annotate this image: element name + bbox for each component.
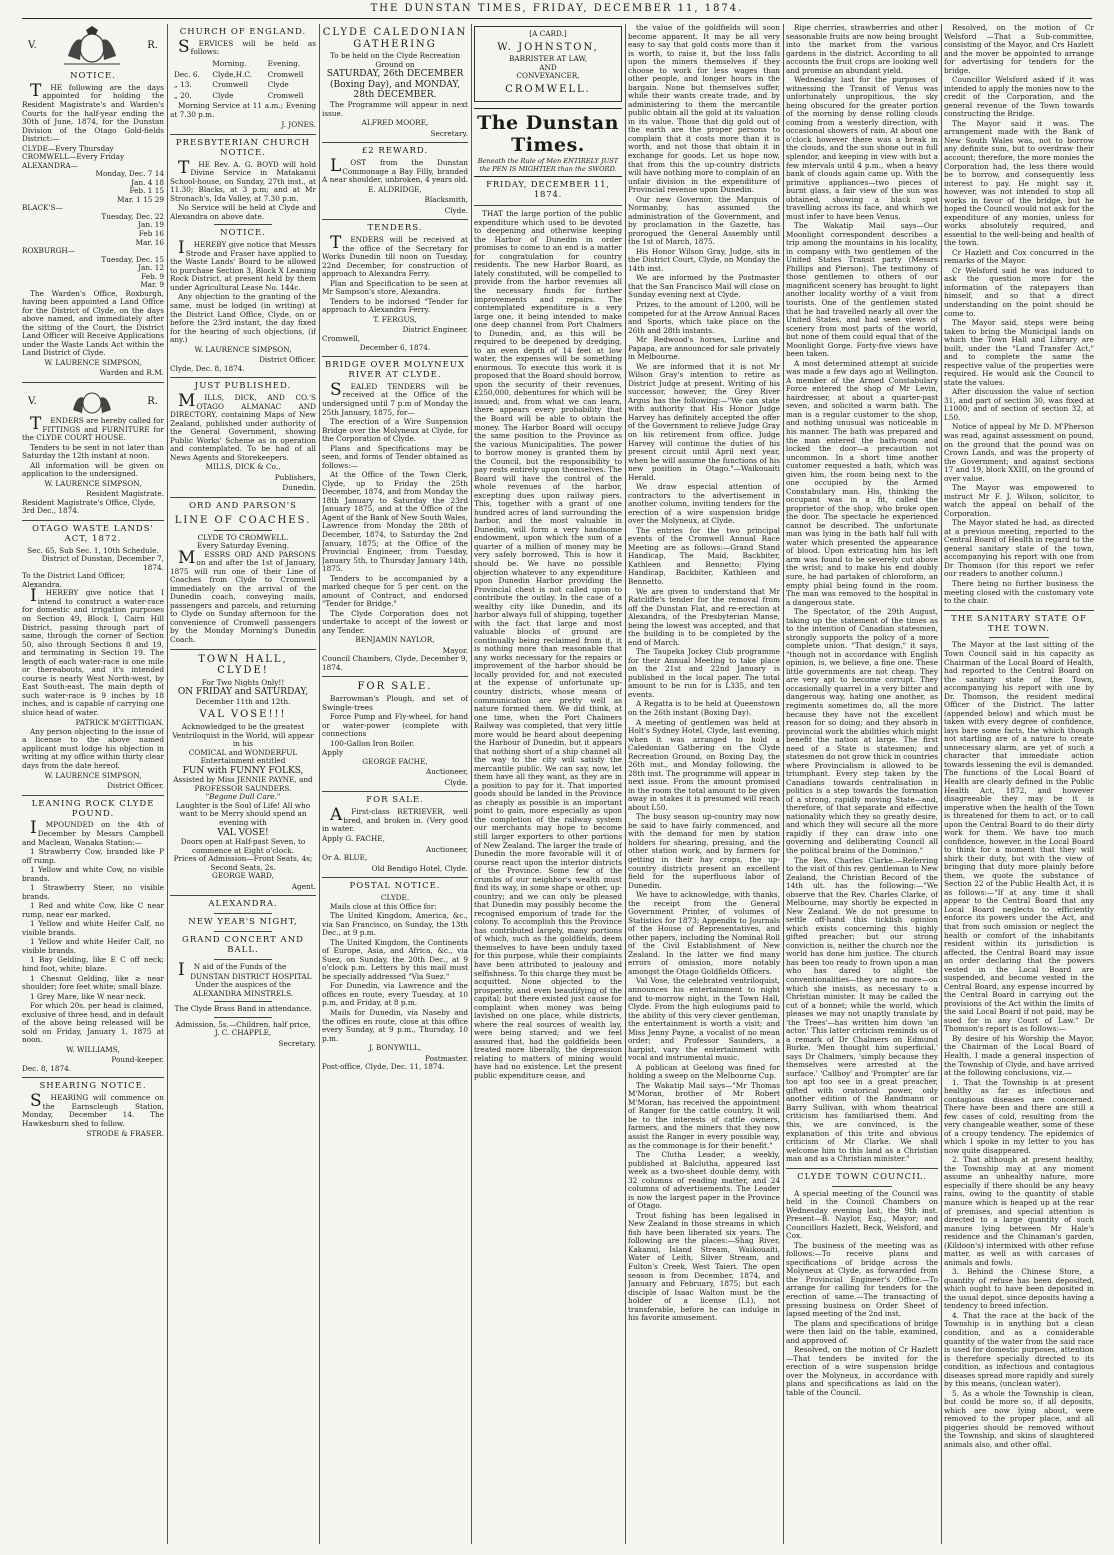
- column-header: Evening.: [267, 59, 301, 68]
- council-paragraph: The Mayor said it was. The arrangement made with the Bank of New South Wales was, not to borrow any definite sum, but to overdraw their account; therefore, the more monies the Corporation had, the less there would be to borrow, and consequently less interest to pay. He might say it, however, was not intended to stop all works in favor of the bridge, but he hoped the Council would not ask for the expenditure of any monies, unless for works absolutely required, and essential to the well-being and health of the town.: [944, 118, 1094, 248]
- newspaper-title: The Dunstan Times.: [477, 111, 619, 156]
- bridge-body: SEALED TENDERS will be received at the Office of the undersigned until 7 p.m of Monday the 25th January, 1875, for—: [322, 379, 468, 417]
- news-paragraph: Ripe cherries, strawberries and other seasonable fruits are now being brought into the market from the various gardens in the district. According to all accounts the fruit crops are looking well and promise an abundant yield.: [786, 24, 938, 75]
- pound-item: 1 Grey Mare, like W near neck.: [30, 991, 146, 1001]
- town-body: COMICAL and WONDERFUL Entertainment entitled: [188, 747, 298, 766]
- royal-arms-icon: [60, 26, 124, 66]
- coach-sub: Every Saturday Evening.: [196, 541, 290, 551]
- waste-sub: Sec. 65, Sub Sec. 1, 10th Schedule.: [27, 545, 159, 555]
- news-paragraph: A publican at Geelong was fined for holding a sweep on the Melbourne Cup.: [628, 1062, 780, 1081]
- alexandra-body: The Clyde Brass Band in attendance.: [174, 1004, 312, 1014]
- published-body: MILLS, DICK, AND CO.'S OTAGO ALMANAC AND DIRECTORY, containing Maps of New Zealand, published under authority of the General Government, showing Public Works' Scheme as in operation and contemplated. To be had of all News Agents and Storekeepers.: [170, 391, 316, 462]
- card-line: CONVEYANCER,: [516, 71, 580, 81]
- table-cell: Clyde,H.C.: [212, 69, 253, 79]
- table-cell: Cromwell: [212, 80, 249, 90]
- divider: [214, 1001, 272, 1002]
- sale-body: AFirst-class RETRIEVER, well bred, and broken in. (Very good in water.: [322, 805, 468, 834]
- divider: [22, 795, 164, 796]
- reward-body: LOST from the Dunstan Commonage a Bay Filly, branded A near shoulder, unbroken, 4 years old.: [322, 156, 468, 185]
- church-note: Morning Service at 11 a.m.; Evening at 7.30 p.m.: [170, 101, 316, 119]
- divider: [214, 931, 272, 932]
- presbyterian-body: THE Rev. A. G. BOYD will hold Divine Service in Matakanui School-house, on Sunday, 27th inst., at 11.30; Blacks, at 3 p.m; and at Mr Stronach's, Ida Valley, at 7.30 p.m.: [170, 157, 316, 203]
- card-line: CROMWELL.: [505, 83, 591, 95]
- news-paragraph: We have to acknowledge, with thanks, the receipt from the General Government Printer, of volumes of Statistics for 1873; Appendix to Journals of the House of Representatives, and other papers, including the Nominal Roll of the Civil Establishment of New Zealand. In the latter we find many errors of omission, more notably amongst the Otago Goldfields Officers.: [628, 890, 780, 976]
- signature-title: Auctioneer,: [425, 844, 468, 854]
- news-paragraph: Val Vose, the celebrated ventriloquist, announces his entertainment to night and to-morrow night, in the Town Hall, Clyde. From the high eulogiums paid to the ability of this very clever gentleman, the entertainment is worth a visit; and Miss Jenny Payne, a vocalist of no mean order; and Professor Saunders, a harpist, vary the entertainment with vocal and instrumental music.: [628, 976, 780, 1063]
- divider: [170, 649, 316, 650]
- signature-title: District Officer.: [107, 781, 164, 791]
- masthead-rule: [22, 18, 1092, 19]
- signature-title: Blacksmith,: [424, 195, 468, 205]
- signature-title: Postmaster.: [425, 1053, 468, 1063]
- column-rule: [783, 24, 784, 1544]
- signature-place: Old Bendigo Hotel, Clyde.: [371, 863, 468, 873]
- alexandra-body: DUNSTAN DISTRICT HOSPITAL: [190, 971, 312, 981]
- alexandra-body: Under the auspices of the: [195, 980, 291, 990]
- divider: [322, 791, 468, 792]
- signature: J. JONES.: [281, 120, 316, 130]
- town-doors: Doors open at Half-past Seven, to commence at Eight o'clock.: [180, 837, 306, 855]
- signature-title: Auctioneer,: [425, 767, 468, 777]
- court-date: Feb. 1 15: [129, 186, 164, 196]
- table-cell: Clyde: [267, 80, 289, 90]
- notice-body: IHEREBY give notice that Messrs Strode and Fraser have applied to the Waste Lands' Board to be allowed to purchase Section 3, Block X Leaning Rock District, at present held by them under Agricultural Lease No. 144c.: [170, 238, 316, 292]
- court-date: Mar. 16: [135, 237, 164, 247]
- postal-body: For Dunedin, via Lawrence and the offices en route, every Tuesday, at 10 p.m, and Friday, at 8 p.m.: [322, 981, 468, 1008]
- pound-item: 1 Chesnut Gelding, like ≥ near shoulder; fore feet white; small blaze.: [22, 973, 164, 992]
- sale-heading: FOR SALE.: [366, 795, 424, 806]
- signature: MILLS, DICK & Co.,: [205, 462, 281, 472]
- signature: PATRICK M'GETTIGAN.: [75, 718, 164, 728]
- signature-title: Secretary.: [278, 1038, 316, 1048]
- sale-heading: FOR SALE.: [357, 681, 433, 693]
- place-date: December 6, 1874.: [359, 342, 431, 352]
- divider: [22, 1077, 164, 1078]
- signature: BENJAMIN NAYLOR,: [355, 635, 435, 645]
- table-row: [172, 81, 314, 90]
- sanitary-heading: THE SANITARY STATE OF THE TOWN.: [951, 613, 1087, 634]
- royal-arms-icon: [67, 388, 117, 416]
- running-head: [0, 0, 1114, 18]
- tenders-body: Plan and Specification to be seen at Mr Sampson's store, Alexandra.: [322, 278, 468, 297]
- news-paragraph: A Regatta is to be held at Queenstown on the 26th instant (Boxing Day).: [628, 699, 780, 717]
- divider: [322, 142, 468, 143]
- column-7: [944, 24, 1094, 1544]
- alexandra-court: ALEXANDRA—: [22, 160, 78, 170]
- place-date: Clyde, Dec. 8, 1874.: [170, 363, 245, 373]
- tenders-body: TENDERS are hereby called for FITTINGS and FURNITURE for the CLYDE COURT HOUSE.: [22, 414, 164, 443]
- royal-arms: [22, 387, 164, 417]
- postal-heading: POSTAL NOTICE.: [349, 881, 441, 892]
- column-6: [786, 24, 938, 1544]
- waste-heading: OTAGO WASTE LANDS' ACT, 1872.: [32, 523, 154, 544]
- council-paragraph: The Mayor said, steps were being taken to bring the Municipal lands on which the Town Hall and Library are built, under the "Land Transfer Act," and to complete the same the respective value of the properties were required. He would ask the Council to state the values.: [944, 318, 1094, 387]
- signature: GEORGE FACHE,: [362, 756, 428, 766]
- news-paragraph: The Wakatip Mail says—"Mr Thomas M'Moran, brother of Mr Robert M'Moran, has received the appointment of Ranger for the cattle country. It will be to the interests of cattle owners, farmers, and the miners that they now assist the Ranger in every possible way, as the commonage is for their benefit.": [628, 1080, 780, 1150]
- signature-place: Clyde.: [444, 205, 468, 215]
- sanitary-paragraph: 2. That although at present healthy, the Township may at any moment assume an unhealthy nature, more especially if there should be any heavy rains, owing to the quantity of stable manure which is heaped up at the rear of premises, and special attention is directed to a large quantity of such manure lying between Mr Hale's residence and the Chinaman's garden, (Kildoon's) intermixed with other refuse matter, as well as with carcases of animals and fowls.: [944, 1155, 1094, 1267]
- shearing-heading: SHEARING NOTICE.: [39, 1081, 147, 1092]
- sanitary-paragraph: 5. As a whole the Township is clean, but could be more so, if all deposits, which are now lying about, were removed to the proper place, and all piggeries should be removed without the Township, and skins of slaughtered animals also, and other offal.: [944, 1388, 1094, 1449]
- news-paragraph: The busy season up-country may now be said to have fairly commenced, and with the demand for men by station holders for shearing, pressing, and the other station work, and by farmers for getting in their hay crops, the up-country districts present an excellent field for the superfluous labor of Dunedin.: [628, 812, 780, 890]
- council-paragraph: Resolved, on the motion of Cr Welsford —That a Sub-committee, consisting of the Mayor, and Crs Hazlett and the mover be appointed to arrange for advertising for tenders for the bridge.: [944, 24, 1094, 75]
- alexandra-sub: GRAND CONCERT AND BALL.: [182, 935, 304, 956]
- coach-heading: ORD AND PARSON'S: [189, 501, 297, 511]
- column-3: [322, 24, 468, 1544]
- notice-heading: NOTICE.: [220, 228, 266, 239]
- bridge-body: The Clyde Corporation does not undertake to accept of the lowest or any Tender.: [322, 608, 468, 635]
- postal-sub: CLYDE.: [380, 893, 410, 903]
- sale-item: Barrowman's Plough, and set of Swingle-trees: [322, 694, 468, 712]
- divider: [322, 877, 468, 878]
- court-date: Jan. 12: [138, 263, 164, 273]
- divider: [322, 676, 468, 677]
- arms-left-letter: V.: [28, 396, 37, 408]
- signature-title: Resident Magistrate.: [86, 489, 164, 499]
- divider: [214, 959, 272, 960]
- divider: [170, 497, 316, 498]
- news-paragraph: A meeting of gentlemen was held at Holt's Sydney Hotel, Clyde, last evening, when it was arranged to hold a Caledonian Gathering on the Clyde Recreation Ground, on Boxing Day, the 26th inst., and Monday following, the 28th inst. The programme will appear in next issue. From the amount promised in the room the total amount to be given away in stakes it is presumed will reach about L50.: [628, 717, 780, 812]
- card-line: AND: [539, 62, 557, 72]
- waste-to: To the District Land Officer, Alexandra.: [22, 571, 126, 589]
- town-sub: ON FRIDAY and SATURDAY,: [177, 687, 309, 698]
- pound-item: 1 Strawberry Steer, no visible brands.: [22, 883, 164, 901]
- council-paragraph: Councillor Welsford asked if it was intended to apply the monies now to the credit of the Corporation, and the general revenue of the Town towards constructing the Bridge.: [944, 75, 1094, 119]
- column-header: Morning.: [212, 59, 247, 68]
- council-paragraph: The business of the meeting was as follows:—To receive plans and specifications of bridge across the Molyneux at Clyde, as forwarded from the Provincial Engineer's Office.—To arrange for calling for tenders for the erection of same.—The transacting of pressing business on Order Sheet of lapsed meeting of the 2nd inst.: [786, 1240, 938, 1319]
- place-date: Dec. 8, 1874.: [22, 1063, 72, 1073]
- table-cell: „ 13.: [174, 80, 192, 90]
- court-date: Mar. 1 15 29: [117, 194, 164, 204]
- divider: [832, 1186, 893, 1187]
- pound-item: 1 Strawberry Cow, branded like P off rump.: [22, 847, 164, 865]
- card-name: W. JOHNSTON,: [497, 41, 599, 53]
- warden-body: The Warden's Office, Roxburgh, having been appointed a Land Office for the District of Clyde, on the days above named, and immediately after the sitting of the Court, the District Land Officer will Receive Applications under the Waste Lands Act within the Land District of Clyde.: [22, 288, 164, 358]
- council-paragraph: The plans and specifications of bridge were then laid on the table, examined, and approved of.: [786, 1318, 938, 1345]
- caledonian-dates: SATURDAY, 26th DECEMBER (Boxing Day), and MONDAY, 28th DECEMBER.: [326, 69, 464, 101]
- caledonian-heading: CLYDE CALEDONIAN GATHERING: [322, 27, 468, 50]
- table-cell: „ 20.: [174, 90, 192, 100]
- council-paragraph: Cr Welsford said he was induced to ask the question more for the information of the ratepayers than himself, and so that a direct understanding on the point should be come to.: [944, 265, 1094, 318]
- caledonian-body: The Programme will appear in next issue.: [322, 99, 468, 118]
- town-body: Acknowledged to be the greatest Ventriloquist in the World, will appear in his: [172, 722, 314, 749]
- signature-place: Clyde.: [444, 777, 468, 787]
- court-date: Feb 16: [138, 228, 164, 238]
- table-row: [172, 71, 314, 80]
- news-paragraph: The Clutha Leader, a weekly, published at Balclutha, appeared last week as a two-sheet double demy, with 32 columns of reading matter, and 24 columns of advertisements. The Leader is now the largest paper in the Province of Otago.: [628, 1150, 780, 1211]
- court-date: Feb. 9: [141, 271, 164, 281]
- council-heading: CLYDE TOWN COUNCIL.: [797, 1171, 927, 1182]
- signature: J. C. CHAPPLE,: [214, 1028, 272, 1038]
- news-paragraph: Our new Governor, the Marquis of Normanby, has assumed the administration of the Government, and by proclamation in the Gazette, has prorogued the General Assembly until the 1st of March, 1875.: [628, 194, 780, 247]
- tenders-heading: TENDERS.: [367, 223, 423, 234]
- signature-title: Secretary.: [430, 128, 468, 138]
- alexandra-sub: NEW YEAR'S NIGHT,: [188, 917, 298, 928]
- postal-body: Mails close at this Office for:: [330, 901, 437, 911]
- divider: [322, 219, 468, 220]
- reward-heading: £2 REWARD.: [361, 146, 429, 157]
- cromwell-court: CROMWELL—Every Friday: [22, 152, 125, 162]
- column-2: [170, 24, 316, 1544]
- signature: STRODE & FRASER.: [86, 1129, 164, 1139]
- news-paragraph: The Rev. Charles Clarke.—Referring to the visit of this rev. gentleman to New Zealand, the Christian Record of the 14th ult. has the following:—"We observe that the Rev. Charles Clarke, of Melbourne, may shortly be expected in New Zealand. We do not presume to settle off-hand this ticklish opinion which exists concerning this highly gifted preacher; but our strong conviction is, neither the church nor the world has done him justice. The church has been too ready to frown upon a man who has dared to slight the conventionalities—they are no more—on which she insists, as necessary to a Christian minister. It may be called the cut of a bonnet; while the world, which pleases we may not unaptly translate by 'the Trees'—has written him down 'an actor.' This latter criticism reminds us of a remark of Dr Chalmers on Edmund Burke. 'Men thought him superficial,' says Dr Chalmers, 'simply because they themselves were arrested at the surface.' 'Callboy' and 'Prompter' are far too apt too see in a great preacher, gifted with oratorical power, only another edition of the Bandmann or Barry Sullivan, with whom theatrical criticism has familiarised them. And this, we are convinced, is the explanation of this trite and obvious criticism of Mr Clarke. We shall welcome him to this land as a Christian man and as a Christian minister.": [786, 855, 938, 1164]
- place-date: Council Chambers, Clyde, December 9, 1874.: [322, 654, 468, 672]
- column-rule: [167, 24, 168, 1544]
- card-line: BARRISTER AT LAW,: [509, 54, 587, 64]
- bridge-body: Tenders to be accompanied by a marked cheque for 5 per cent. on the amount of Contract, and endorsed "Tender for Bridge.": [322, 573, 468, 609]
- news-paragraph: We draw especial attention of contractors to the advertisement in another column, inviting tenders for the erection of a wire suspension bridge over the Molyneux, at Clyde.: [628, 482, 780, 526]
- notice-heading: NOTICE.: [70, 71, 116, 81]
- news-paragraph: We are informed that it is not Mr Wilson Gray's intention to retire as District Judge at present. Writing of his successor, however, the Grey River Argus has the following:—"We can state with authority that His Honor Judge Harvey has definitely accepted the offer of the Government to relieve Judge Gray on his retirement from office. Judge Harvey will continue the duties of his present circuit until April next year, when he will assume the functions of his new position in Otago."—Waikouaiti Herald.: [628, 361, 780, 482]
- roxburgh-court: ROXBURGH—: [22, 246, 76, 256]
- council-paragraph: Resolved, on the motion of Cr Hazlett—That tenders be invited for the erection of a wire suspension bridge over the Molyneux, in accordance with plans and specifications as laid on the table of the Council.: [786, 1345, 938, 1397]
- church-body: SERVICES will be held as follows:: [178, 36, 316, 57]
- business-card: [474, 26, 622, 102]
- signature: W. WILLIAMS,: [66, 1044, 120, 1054]
- news-paragraph: The Spectator, of the 29th August, taking up the statement of the times as to the intention of Canadian statesmen, strongly supports the policy of a more complete union. "That design," it says, "though not in accordance with English opinion, is, we believe, a fine one. These little governments are not cheap. They are very apt to become corrupt. They occasionally quarrel in a very bitter and dangerous way, hating one another, as regiments sometimes do, all the more because they have not the excellent reason for so doing; and they absorb in provincial work the abilities which might benefit the nation at large. The first need of a State is statesmen; and statesmen do not grow thick in countries where Provincialism is allowed to be triumphant. Every step taken by the Canadians towards centralisation in politics is a step towards the formation of a strong, rapidly moving State—and, therefore, of that separate and effective nationality which they so greatly desire, and which they will secure all the more rapidly if they can draw into one governing and deliberating Council all the political brains of the Dominion.": [786, 607, 938, 855]
- town-sub: December 11th and 12th.: [195, 696, 291, 706]
- table-cell: Clyde: [212, 90, 234, 100]
- table-cell: Cromwell: [267, 69, 304, 79]
- arms-right-letter: R.: [147, 40, 158, 52]
- council-paragraph: The Mayor stated he had, as directed at a previous meeting, reported to the Central Board of Health in regard to the general sanitary state of the town, accompanying his report with one from Dr Thomson (for this report we refer our readers to another column.): [944, 518, 1094, 579]
- news-paragraph: Trout fishing has been legalised in New Zealand in those streams in which fish have been liberated six years. The following are the places:—Shag River, Kakanui, Island Stream, Waikouaiti, Water of Leith, Silver Stream, and Fulton's Creek, West Taieri. The open season is from December, 1874, and January and February, 1875; but each disciple of Isaac Walton must be the holder of a license (L1), not transferable, before he can indulge in his favorite amusement.: [628, 1210, 780, 1323]
- leading-article: THAT the large portion of the public expenditure which used to be devoted to deepening and otherwise keeping the Harbor of Dunedin in order promises to come to an end is a matter for congratulation for country residents. The new Harbor Board, as lately constituted, will be compelled to provide from the harbor revenues all the necessary funds for further improvements and repairs. The contemplated expenditure is a very large one, it being intended to make one deep channel from Port Chalmers to Dunedin, and, as this will be required to be deepened by dredging, to an even depth of 14 feet at low water, the expenses will be something enormous. To execute this work it is proposed that the Board should borrow, upon the security of their revenues, £250,000, debentures for which will be issued; and, from what we can learn, there appears every probability that the Board will be able to obtain the money. The Harbor Board will occupy the same position to the Province as the various Municipalities. The power to borrow money is granted them by the Council, but the responsibility to pay rests entirely upon themselves. The Board will have the control of the whole revenues of the harbor, excepting dues upon railway piers. This, together with a grant of one hundred acres of land surrounding the harbor, and the most valuable in Dunedin, will form a very handsome endowment, upon which the sum of a quarter of a million of money may be very safely borrowed. This is how it should be. We have no possible objection whatever to any expenditure upon Dunedin Harbor providing the Provincial chest is not called upon to contribute the outlay. In the case of a wealthy city like Dunedin, and its harbor always full of shipping, together with the fact that large and most valuable blocks of ground are continually being reclaimed from it, it is nothing more than reasonable that any works necessary for the repairs or improvement of the harbor should be locally provided for, and not executed at the expense of unfortunate up-country districts, whose means of communication are pretty well as nature formed them. We did think, at one time, when the Port Chalmers Railway was completed, that very little more would be heard about deepening the Harbour of Dunedin, but it appears that nothing short of a ship channel all the way to the city will satisfy the mercantile public. We can say, now, let them have all they want, as they are in a position to pay for it. That imported goods should be landed in the Province as cheaply as possible is an important point to gain, more especially as upon the completion of the railway system our merchants may hope to become still larger exporters to other portions of New Zealand. The larger the trade of Dunedin the more favorable will it of course react upon the interior districts of the Province. Some few of the crumbs of our neighbor's wealth must find its way, in some shape or other, up-country; and we can only be pleased that Dunedin may possibly become the recognised emporium of trade for the colony. To accomplish this the Province has contributed largely, many portions of which, such as the goldfields, deem themselves to have been unduly taxed for this purpose, while their complaints have been attributed to jealousy and selfishness. To this charge they must be acquitted. None objected to the prosperity, and even beautifying of the capital; but there existed just cause for complaint when money was being lavished on one place, while districts, where the real sources of wealth lay, were being starved; and we feel assured that, had the goldfields been treated more liberally, the depression relating to matters of mining would have had no existence. Let the present public expenditure cease, and: [474, 209, 622, 1080]
- town-prices: Prices of Admission—Front Seats, 4s; Second Seats, 2s.: [173, 854, 313, 872]
- column-1: [22, 24, 164, 1544]
- column-rule: [941, 24, 942, 1544]
- church-heading: CHURCH OF ENGLAND.: [179, 27, 307, 37]
- caledonian-body: To be held on the Clyde Recreation Ground on: [329, 51, 461, 69]
- arms-right-letter: R.: [147, 396, 158, 408]
- column-rule: [471, 24, 472, 1544]
- royal-arms: [22, 24, 164, 68]
- signature: ALFRED MOORE,: [361, 118, 429, 128]
- divider: [214, 913, 272, 914]
- waste-body: Any person objecting to the issue of a license to the above named applicant must lodge his objection in writing at my office within thirty clear days from the date hereof.: [22, 726, 164, 770]
- bridge-heading: BRIDGE OVER MOLYNEUX RIVER AT CLYDE.: [324, 360, 466, 381]
- tenders-body: Tenders to be indorsed "Tender for approach to Alexandra Ferry.: [322, 296, 468, 315]
- coach-body: MESSRS ORD AND PARSONS on and after the 1st of January, 1875 will run one of their Line of Coaches from Clyde to Cromwell immediately on the arrival of the Dunedin coach, conveying mails, passengers and parcels, and returning to Clyde on Sunday afternoon for the convenience of Cromwell passengers by the Monday Morning's Dunedin Coach.: [170, 547, 316, 644]
- pound-item: 1 Yellow and white Heifer Calf, no visible brands.: [22, 919, 164, 937]
- pound-heading: LEANING ROCK CLYDE POUND.: [31, 798, 155, 819]
- divider: [22, 382, 164, 383]
- divider: [22, 520, 164, 521]
- news-paragraph: The entries for the two principal events of the Cromwell Annual Race Meeting are as follows:—Grand Stand Handicap, The Maid, Backbiter, Kathleen and Bennetto; Flying Handicap, Backbiter, Kathleen and Bennetto.: [628, 525, 780, 586]
- waste-district: District of Dunstan, December 7, 1874.: [41, 554, 164, 572]
- signature: W. LAURENCE SIMPSON,: [44, 770, 142, 780]
- signature: J. BONYWILL,: [368, 1043, 422, 1053]
- shearing-body: SHEARING will commence on the Earnscleugh Station, Monday, December 14. The Hawkesburn shed to follow.: [22, 1091, 164, 1128]
- column-5: [628, 24, 780, 1544]
- performer-name: VAL VOSE!!!: [199, 709, 287, 721]
- divider: [214, 224, 272, 225]
- town-quote: "Begone Dull Care.": [205, 792, 281, 802]
- newspaper-motto: Beneath the Rule of Men ENTIRELY JUST the PEN IS MIGHTIER than the SWORD.: [477, 156, 619, 173]
- council-paragraph: After discussion the value of section 31, and part of section 30, was fixed at L1000; and of section of section 32, at L50.: [944, 387, 1094, 422]
- court-date: Jan. 19: [138, 220, 164, 230]
- coach-heading: LINE OF COACHES.: [174, 514, 312, 526]
- alexandra-heading: ALEXANDRA.: [208, 899, 278, 910]
- notice-body: THE following are the days appointed for holding the Resident Magistrate's and Warden's Courts for the half-year ending the 30th of June, 1874, for the Dunstan Division of the Otago Gold-fields District:—: [22, 80, 164, 144]
- tenders-body: All information will be given on application to the undersigned.: [22, 460, 164, 479]
- postal-body: The United Kingdom, America, &c., via San Francisco, on Sunday, the 13th Dec., at 9 p.m.: [322, 911, 468, 938]
- signature-place: Dunedin.: [282, 483, 316, 493]
- running-head-text: THE DUNSTAN TIMES, FRIDAY, DECEMBER 11, 1874.: [370, 3, 744, 14]
- news-paragraph: We are informed by the Postmaster that the San Francisco Mail will close on Sunday evening next at Clyde.: [628, 273, 780, 300]
- town-body: Laughter is the Soul of Life! All who want to be Merry should spend an evening with: [175, 800, 311, 827]
- signature: W. LAURENCE SIMPSON,: [194, 344, 292, 354]
- news-paragraph: Wednesday last for the purposes of witnessing the Transit of Venus was unfortunately unpropitious, the sky being obscured for the greater portion of the morning by dense rolling clouds coming from a westerly direction, with occasional showers of rain. At about one o'clock however there was a break in the clouds, and the sun shone out in full splendor, and keeping in view with but a few intervals until 4 p.m., when a heavy bank of clouds again came up. With the primitive appliances—two pieces of burnt glass, a fair view of the sun was obtained, showing a black spot travelling across its face, and which we must infer to have been Venus.: [786, 75, 938, 221]
- court-date: Tuesday, Dec. 15: [101, 254, 164, 264]
- bridge-body: At the Office of the Town Clerk, Clyde, up to Friday the 25th December, 1874, and from Monday the 18th January to Saturday the 23rd January 1875, and at the Office of the Agent of the Bank of New South Wales, Lawrence from Monday the 28th of December, 1874, to Saturday the 2nd January, 1875; at the Office of the Provincial Engineer, from Tuesday, January 5th, to Thursday January 14th, 1875.: [322, 470, 468, 574]
- sale-apply: Apply G. FACHE,: [322, 834, 385, 844]
- divider: [786, 1168, 938, 1169]
- alexandra-body: ALEXANDRA MINSTRELS.: [192, 988, 294, 998]
- waste-body: IHEREBY give notice that I intend to construct a water-race for domestic and irrigation purposes on Section 49, Block I, Cairn Hill District, passing through part of same, through the corner of Section 50, also through Sections 8 and 19, and terminating in Section 19. The length of each water-race is one mile or thereabouts, and it's intended course is nearly West North-west, by East South-east. The main depth of such water-race is 9 inches by 18 inches, and is capable of carrying one sluice head of water.: [22, 586, 164, 717]
- signature: W. LAURENCE SIMPSON,: [44, 357, 142, 367]
- signature-title: Pound-keeper.: [111, 1055, 164, 1065]
- pound-body: For which 20s. per head is claimed, exclusive of three head, and in default of the above being released will be sold on Friday, January 1, 1875 at noon.: [22, 1001, 164, 1045]
- service-table: [170, 58, 316, 102]
- divider: [989, 637, 1049, 638]
- place-date: Resident Magistrate's Office, Clyde, 3rd Dec., 1874.: [22, 497, 156, 516]
- presbyterian-body: No Service will be held at Clyde and Alexandra on above date.: [170, 203, 316, 221]
- card-label: [A CARD.]: [529, 29, 567, 38]
- town-body: Assisted by Miss JENNIE PAYNE, and PROFESSOR SAUNDERS.: [173, 775, 313, 793]
- presbyterian-heading: PRESBYTERIAN CHURCH NOTICE.: [175, 137, 311, 158]
- table-cell: Dec. 6.: [174, 69, 200, 79]
- postal-body: Mails for Dunedin, via Naseby and the offices en route, close at this office every Sunday, at 9 p.m., Thursday, 10 p.m.: [322, 1007, 468, 1043]
- tenders-body: Tenders to be sent in not later than Saturday the 12th instant at noon.: [22, 442, 164, 461]
- town-hall-heading: TOWN HALL, CLYDE!: [198, 653, 288, 677]
- court-date: Jan. 4 18: [131, 177, 164, 187]
- sanitary-paragraph: 4. That the race at the back of the Township is in anything but a clean condition, and as a considerable quantity of the water from the said race is used for domestic purposes, attention is therefore specially directed to its condition, as infectious and contagious diseases spread more rapidly and surely by this means, (unclean water).: [944, 1310, 1094, 1389]
- council-paragraph: A special meeting of the Council was held in the Council Chambers on Wednesday evening last, the 9th inst. Present—B. Naylor, Esq., Mayor; and Councillors Hazlett, Beck, Welsford, and Cox.: [786, 1188, 938, 1241]
- sale-apply: Apply: [322, 748, 344, 758]
- column-rule: [319, 24, 320, 1544]
- signature: E. ALDRIDGE,: [368, 184, 422, 194]
- notice-body: Any objection to the granting of the same, must be lodged (in writing) at the District Land Office, Clyde, on or before the 23rd instant, the day fixed for the hearing of such objections, (if any.): [170, 292, 316, 345]
- published-heading: JUST PUBLISHED.: [194, 381, 292, 392]
- column-rule: [625, 24, 626, 1544]
- court-date: Mar. 9: [140, 280, 164, 290]
- sale-or: Or A. BLUE,: [322, 853, 368, 863]
- performer-name: VAL VOSE!: [217, 827, 269, 838]
- bridge-body: The erection of a Wire Suspension Bridge over the Molyneux at Clyde, for the Corporation of Clyde.: [322, 417, 468, 444]
- council-paragraph: There being no further business the meeting closed with the customary vote to the chair.: [944, 579, 1094, 606]
- sanitary-paragraph: By desire of his Worship the Mayor, the Chairman of the Local Board of Health, I made a general inspection of the Township of Clyde, and have arrived at the following conclusions, viz.—: [944, 1033, 1094, 1078]
- town-sub: For Two Nights Only!!: [201, 677, 285, 687]
- pound-item: 1 Yellow and white Heifer Calf, no visible brands.: [22, 937, 164, 955]
- court-date: Monday, Dec. 7 14: [95, 169, 164, 179]
- divider: [170, 134, 316, 135]
- table-cell: Cromwell: [267, 90, 304, 100]
- court-date: Tuesday, Dec. 22: [101, 211, 164, 221]
- pound-item: 1 Red and white Cow, like C near rump, near ear marked.: [22, 901, 164, 919]
- alexandra-body: IN aid of the Funds of the: [178, 959, 287, 980]
- divider: [944, 610, 1094, 611]
- clyde-court: CLYDE—Every Thursday: [22, 143, 114, 153]
- bridge-body: Plans and Specifications may be seen, and forms of Tender obtained as follows:—: [322, 443, 468, 470]
- council-paragraph: The Mayor was empowered to instruct Mr F. J. Wilson, solicitor, to watch the appeal on behalf of the Corporation.: [944, 483, 1094, 518]
- pound-body: IMPOUNDED on the 4th of December by Messrs Campbell and Maclean, Wanaka Station:—: [22, 818, 164, 847]
- town-body: FUN with FUNNY FOLKS,: [182, 765, 304, 776]
- place-date: Cromwell,: [322, 334, 360, 344]
- signature-title: Publishers,: [274, 472, 316, 482]
- news-paragraph: A most determined attempt at suicide was made a few days ago at Wellington. A member of the Armed Constabulary Force entered the shop of Mr Levin, hairdresser, at about a quarter-past seven, and solicited a warm bath. The man is a regular customer to the shop, and nothing unusual was noticeable in his manner. The bath was prepared and the man entered the bath-room and locked the door—a precaution not uncommon. In a short time another customer requested a bath, which was given him, the room being next to the one occupied by the Armed Constabulary man. His, thinking the occupant was in a fit, called the proprietor of the shop, who broke open the door. The spectacle he experienced cannot be described. The unfortunate man was lying in the bath half full with water which presented the appearance of blood. Upon extricating him his left arm was found to be severely cut above the wrist; and to make his end doubly sure, he had partaken of chloroform, an empty phial being found in the room. The man was removed to the hospital in a dangerous state.: [786, 358, 938, 607]
- council-paragraph: Notice of appeal by Mr D. M'Pherson was read, against assessment on pound, on the ground that the pound was on Crown Lands, and was the property of the Government; and against sections 17 and 19, block XXIII, on the ground of over value.: [944, 422, 1094, 483]
- issue-date: FRIDAY, DECEMBER 11, 1874.: [486, 180, 610, 201]
- sale-item: 100-Gallon Iron Boiler.: [330, 738, 415, 748]
- column-4: [474, 24, 622, 1544]
- sanitary-paragraph: 3. Behind the Chinese Store, a quantity of refuse has been deposited, which ought to have been deposited in the usual depot, since deposits having a tendency to breed infection.: [944, 1267, 1094, 1311]
- sale-item: Force Pump and Fly-wheel, for hand or water-power (complete with connections: [322, 712, 468, 739]
- arms-left-letter: V.: [28, 40, 37, 52]
- signature-title: District Engineer.: [402, 325, 468, 335]
- signature-title: Agent.: [291, 881, 316, 891]
- tenders-body: TENDERS will be received at the office of the Secretary for Works Dunedin till noon on Tuesday, 22nd December, for construction of approach to Alexandra Ferry.: [322, 233, 468, 279]
- news-paragraph: The Wakatip Mail says—Our Moonlight correspondent describes a trip among the mountains in his locality, in company with two gentlemen of the United States Transit party (Messrs Phillips and Pierson). The testimony of those gentlemen to others of our magnificent scenery has brought to light another locality worthy of a visit from tourists. One of the gentlemen stated that he had travelled nearly all over the United States, and had seen views of scenery from most parts of the world, but none of them could equal that of the Moonlight Gorge. Forty-five views have been taken.: [786, 221, 938, 359]
- pound-item: 1 Yellow and white Cow, no visible brands.: [22, 865, 164, 883]
- place-date: Post-office, Clyde, Dec. 11, 1874.: [322, 1062, 445, 1072]
- article-paragraph: the value of the goldfields will soon become apparent. It may be all very easy to say that gold costs more than it is worth, to raise it, but the loss falls upon the miners themselves if they choose to work for less wages than other people, and longer hours in the bargain. None but themselves suffer, while their wants create trade, and by administering to them the mercantile public obtain all the gold at its valuation in its value. Those that dig gold out of the earth are the proper persons to complain that it costs more than it is worth, and not those that obtain it in exchange for goods. Let us hope now, that from this the up-country districts will have nothing more to complain of an unfair division in the expenditure of Provincial revenue upon Dunedin.: [628, 24, 780, 195]
- postal-body: The United Kingdom, the Continents of Europe, Asia, and Africa, &c., via Suez, on Sunday, the 20th Dec., at 9 o'clock p.m. Letters by this mail must be specially addressed "Via Suez.": [322, 937, 468, 981]
- signature-title: Mayor.: [442, 645, 468, 655]
- news-paragraph: We are given to understand that Mr Ratcliffe's tender for the removal from off the Dunstan Flat, and re-erection at Alexandra, of the Presbyterian Manse, being the lowest was accepted, and that the building is to be completed by the end of March.: [628, 586, 780, 647]
- divider: [214, 1017, 272, 1018]
- alexandra-body: Admission, 5s.—Children, half price,: [175, 1019, 311, 1029]
- pound-item: 1 Bay Gelding, like E C off neck; hind foot, white; blaze.: [22, 955, 164, 973]
- news-paragraph: Prizes, to the amount of L200, will be competed for at the Arrow Annual Races and Sports, which take place on the 26th and 28th instants.: [628, 300, 780, 335]
- nameplate: [474, 108, 622, 178]
- news-paragraph: His Honor Wilson Gray, Judge, sits in the District Court, Clyde, on Monday the 14th inst.: [628, 246, 780, 273]
- council-paragraph: Cr Hazlett and Cox concurred in the remarks of the Mayor.: [944, 247, 1094, 266]
- divider: [322, 356, 468, 357]
- divider: [214, 530, 272, 531]
- signature-title: Warden and R.M.: [99, 368, 164, 378]
- coach-sub: CLYDE TO CROMWELL.: [197, 532, 289, 542]
- divider: [170, 377, 316, 378]
- signature-title: District Officer.: [259, 355, 316, 365]
- news-paragraph: Mr Redwood's horses, Lurline and Papapa, are announced for sale privately in Melbourne.: [628, 335, 780, 362]
- sanitary-paragraph: 1. That the Township is at present healthy as far as infectious and contagious diseases are concerned. There have been and there are still a few cases of cold, resulting from the very changeable weather, some of these of a croupy tendency. The epidemics of which I spoke in my letter to you has now quite disappeared.: [944, 1077, 1094, 1155]
- signature: T. FERGUS,: [373, 314, 417, 324]
- sanitary-paragraph: The Mayor at the last sitting of the Town Council said in his capacity as Chairman of the Local Board of Health, had reported to the Central Board on the sanitary state of the Town, accompanying his report with one by Dr. Thomson, the resident medical Officer of the District. The latter (appended below) and which must be taken with every degree of confidence, lays bare some facts, the which though not startling are of a nature to create unnecessary alarm, are yet of such a character that immediate action towards lessening the evil is demanded. The functions of the Local Board of Health are clearly defined in the Public Health Act, 1872, and however disagreeable they may be it is imperative when the health of the Town is threatened for them to act, or to call upon the Central Board to do their dirty work for them. We have too much confidence, however, in the Local Board to think for a moment that they will shirk their duty, but with the view of bringing that duty more plainly before them, we quote the substance of Section 22 of the Public Health Act, it is as follows:—"If at any time it shall appear to the Central Board that any Local Board neglects to efficiently enforce its powers under the Act, and that from such omission or neglect the health or comfort of the inhabitants resident within its jurisdiction is affected, the Central Board may issue an order declaring that the powers vested in the Local Board are suspended, and become vested in the Central Board, any expense incurred by the Central Board in carrying out the provisions of the Act within the limits of the said Local Board if not paid, may be sued for in any Court of Law." Dr Thomson's report is as follows:—: [944, 640, 1094, 1034]
- divider: [170, 895, 316, 896]
- signature: W. LAURENCE SIMPSON,: [44, 478, 142, 488]
- news-paragraph: The Taupeka Jockey Club programme for their Annual Meeting to take place on the 21st and 22nd January is published in the local paper. The total amount to be run for is L335, and ten events.: [628, 647, 780, 699]
- signature: GEORGE WARD,: [212, 871, 274, 881]
- divider: [474, 205, 622, 206]
- table-row: [172, 92, 314, 101]
- blacks-court: BLACK'S—: [22, 203, 63, 213]
